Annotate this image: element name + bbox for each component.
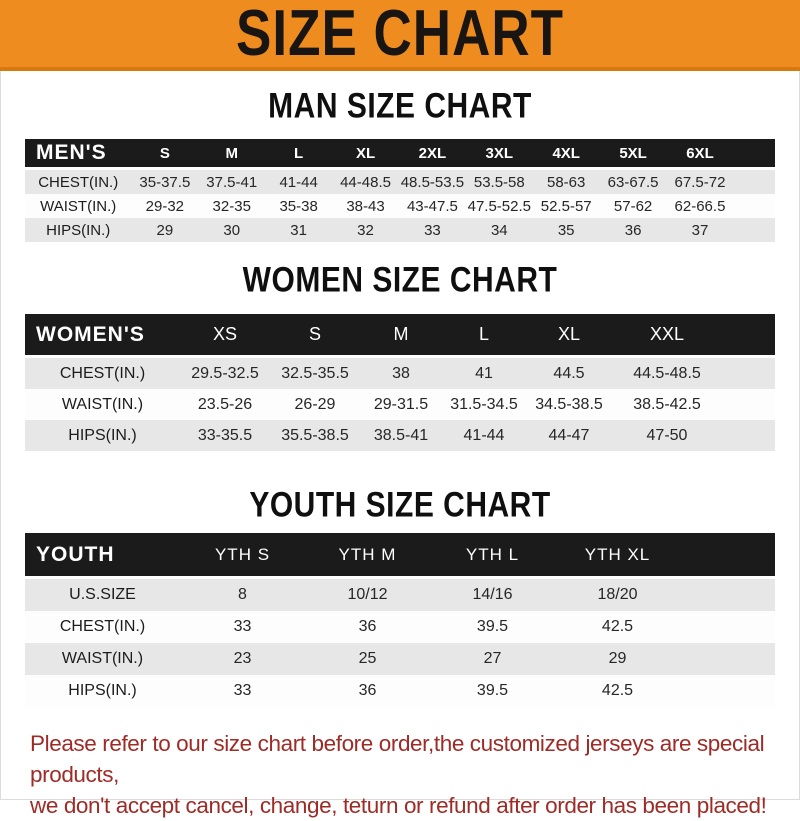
size-cell: 36 [358, 618, 377, 635]
row-label: WAIST(IN.) [40, 197, 117, 215]
women-col-header: M [360, 314, 442, 358]
size-cell: 27 [483, 650, 502, 667]
size-cell: 32 [357, 221, 374, 239]
row-spacer [733, 170, 775, 194]
youth-header-row [25, 533, 775, 579]
size-cell: 37 [691, 221, 709, 239]
youth-col-header: YTH XL [555, 533, 680, 579]
row-label: CHEST(IN.) [38, 173, 119, 191]
women-chest-row [25, 358, 775, 389]
size-cell: 36 [358, 682, 377, 699]
women-header-row [25, 314, 775, 358]
row-spacer [722, 389, 775, 420]
size-cell: 52.5-57 [540, 197, 592, 215]
row-spacer [680, 675, 775, 707]
youth-section-title [0, 485, 800, 525]
size-cell: 30 [223, 221, 241, 239]
row-label: U.S.SIZE [69, 586, 136, 603]
youth-header-label: YOUTH [25, 533, 180, 579]
men-col-header: L [265, 139, 332, 170]
banner-title: SIZE CHART [236, 0, 564, 70]
men-col-header: 6XL [667, 139, 734, 170]
size-cell: 35 [557, 221, 575, 239]
size-cell: 53.5-58 [473, 173, 525, 191]
row-spacer [680, 643, 775, 675]
women-hips-row [25, 420, 775, 451]
row-label: CHEST(IN.) [59, 618, 146, 635]
youth-col-header: YTH S [180, 533, 305, 579]
size-cell: 41-44 [463, 426, 505, 444]
men-header-spacer [733, 139, 775, 170]
size-cell: 31 [290, 221, 307, 239]
man-section-title-text: MAN SIZE CHART [268, 86, 532, 126]
women-col-header: XS [180, 314, 270, 358]
row-spacer [733, 218, 775, 242]
size-cell: 10/12 [347, 586, 388, 603]
men-col-header: 4XL [533, 139, 600, 170]
men-header-row [25, 139, 775, 170]
size-cell: 34.5-38.5 [535, 395, 603, 413]
size-cell: 33 [233, 682, 252, 699]
size-cell: 38.5-42.5 [633, 395, 701, 413]
size-cell: 32.5-35.5 [281, 364, 349, 382]
row-spacer [680, 611, 775, 643]
men-hips-row [25, 218, 775, 242]
size-cell: 44-48.5 [340, 173, 391, 191]
size-cell: 31.5-34.5 [450, 395, 518, 413]
disclaimer-line-2: we don't accept cancel, change, teturn or refund after order has been placed! [30, 793, 767, 818]
row-label: HIPS(IN.) [68, 682, 137, 699]
size-cell: 33-35.5 [197, 426, 253, 444]
men-col-header: S [131, 139, 198, 170]
women-section-title [0, 260, 800, 300]
youth-hips-row [25, 675, 775, 707]
size-cell: 33 [424, 221, 441, 239]
size-cell: 26-29 [294, 395, 336, 413]
size-cell: 67.5-72 [674, 173, 726, 191]
women-size-table [25, 314, 775, 451]
size-cell: 34 [490, 221, 508, 239]
row-label: HIPS(IN.) [46, 221, 111, 239]
men-col-header: XL [332, 139, 399, 170]
row-spacer [722, 420, 775, 451]
youth-ussize-row [25, 579, 775, 611]
man-section-title [0, 86, 800, 126]
youth-waist-row [25, 643, 775, 675]
size-cell: 41 [475, 364, 493, 382]
disclaimer-note [30, 728, 772, 821]
size-cell: 48.5-53.5 [400, 173, 465, 191]
size-cell: 8 [238, 586, 247, 603]
size-chart-banner [0, 0, 800, 71]
size-cell: 35-38 [279, 197, 318, 215]
size-cell: 23.5-26 [197, 395, 253, 413]
size-cell: 32-35 [212, 197, 251, 215]
women-section-title-text: WOMEN SIZE CHART [242, 260, 558, 300]
size-cell: 35.5-38.5 [281, 426, 349, 444]
size-cell: 62-66.5 [674, 197, 726, 215]
youth-col-header: YTH M [305, 533, 430, 579]
size-cell: 44.5 [553, 364, 585, 382]
size-cell: 42.5 [601, 682, 634, 699]
women-col-header: XXL [612, 314, 722, 358]
row-label: HIPS(IN.) [68, 426, 137, 444]
size-cell: 38 [392, 364, 410, 382]
size-cell: 29-32 [145, 197, 185, 215]
youth-size-table [25, 533, 775, 707]
men-col-header: 3XL [466, 139, 533, 170]
row-label: WAIST(IN.) [61, 650, 144, 667]
size-cell: 38.5-41 [373, 426, 429, 444]
size-cell: 33 [233, 618, 252, 635]
women-waist-row [25, 389, 775, 420]
size-cell: 44-47 [548, 426, 590, 444]
size-cell: 42.5 [601, 618, 634, 635]
size-cell: 18/20 [597, 586, 638, 603]
row-label: CHEST(IN.) [59, 364, 146, 382]
size-cell: 39.5 [476, 618, 509, 635]
size-cell: 44.5-48.5 [633, 364, 701, 382]
size-cell: 57-62 [613, 197, 653, 215]
youth-section-title-text: YOUTH SIZE CHART [249, 485, 551, 525]
size-cell: 58-63 [547, 173, 586, 191]
size-cell: 23 [233, 650, 252, 667]
size-cell: 63-67.5 [607, 173, 659, 191]
row-spacer [680, 579, 775, 611]
size-cell: 29.5-32.5 [191, 364, 259, 382]
disclaimer-line-1: Please refer to our size chart before order,the customized jerseys are special products, [30, 731, 765, 787]
women-header-spacer [722, 314, 775, 358]
women-col-header: XL [526, 314, 612, 358]
size-cell: 29-31.5 [373, 395, 429, 413]
men-waist-row [25, 194, 775, 218]
size-cell: 47-50 [646, 426, 688, 444]
women-header-label: WOMEN'S [25, 314, 180, 358]
size-cell: 29 [608, 650, 627, 667]
men-header-label: MEN'S [25, 139, 131, 170]
youth-header-spacer [680, 533, 775, 579]
men-size-table [25, 139, 775, 242]
row-label: WAIST(IN.) [61, 395, 144, 413]
men-col-header: M [198, 139, 265, 170]
size-cell: 36 [624, 221, 642, 239]
size-cell: 38-43 [346, 197, 385, 215]
size-cell: 39.5 [476, 682, 509, 699]
row-spacer [722, 358, 775, 389]
women-col-header: L [442, 314, 526, 358]
men-col-header: 2XL [399, 139, 466, 170]
row-spacer [733, 194, 775, 218]
women-col-header: S [270, 314, 360, 358]
size-cell: 43-47.5 [406, 197, 458, 215]
men-chest-row [25, 170, 775, 194]
men-col-header: 5XL [600, 139, 667, 170]
size-cell: 41-44 [279, 173, 318, 191]
size-cell: 35-37.5 [139, 173, 191, 191]
size-cell: 29 [156, 221, 174, 239]
size-cell: 47.5-52.5 [467, 197, 531, 215]
youth-chest-row [25, 611, 775, 643]
youth-col-header: YTH L [430, 533, 555, 579]
size-cell: 25 [358, 650, 377, 667]
size-cell: 14/16 [472, 586, 513, 603]
size-cell: 37.5-41 [206, 173, 258, 191]
